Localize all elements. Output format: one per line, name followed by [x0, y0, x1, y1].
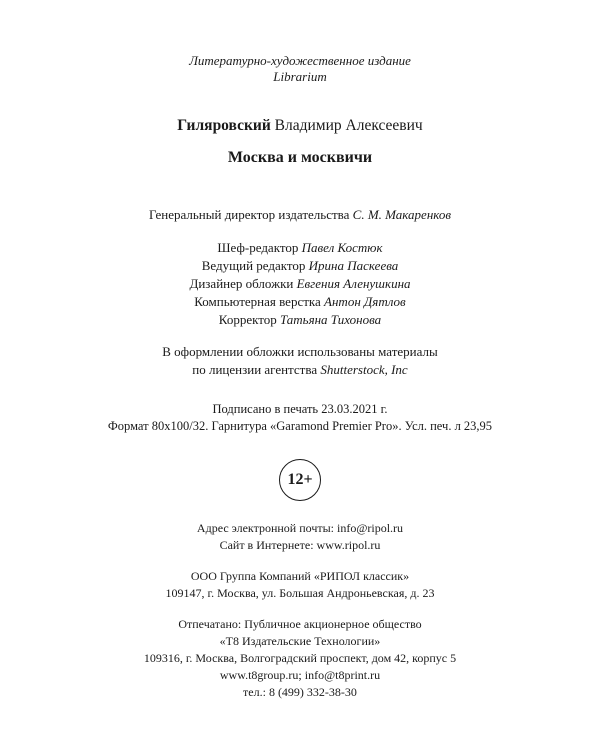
printer-line-1: Отпечатано: Публичное акционерное общество: [178, 617, 422, 631]
credit-name: С. М. Макаренков: [352, 207, 452, 222]
cover-materials-agency: Shutterstock, Inc: [320, 362, 408, 377]
edition-type: Литературно-художественное издание: [189, 53, 411, 68]
credit-role: Корректор: [218, 312, 277, 327]
printer-address: 109316, г. Москва, Волгоградский проспект, дом 42, корпус 5: [143, 651, 457, 665]
cover-materials-line-2: [0, 362, 600, 378]
credit-role: Ведущий редактор: [201, 258, 306, 273]
credit-lead-editor: [0, 258, 600, 274]
edition-series: Librarium: [273, 69, 327, 84]
cover-materials-prefix: по лицензии агентства: [192, 362, 318, 377]
credit-name: Павел Костюк: [301, 240, 383, 255]
age-rating-badge: 12+: [279, 459, 321, 501]
credit-cover-designer: [0, 276, 600, 292]
credit-chief-editor: [0, 240, 600, 256]
credit-director: [0, 207, 600, 223]
credit-role: Шеф-редактор: [217, 240, 299, 255]
credit-name: Антон Дятлов: [324, 294, 406, 309]
author-given-name: Владимир Алексеевич: [274, 117, 423, 134]
publisher-name: ООО Группа Компаний «РИПОЛ классик»: [190, 569, 410, 583]
printer-line-2: «Т8 Издательские Технологии»: [219, 634, 381, 648]
contact-email: Адрес электронной почты: info@ripol.ru: [196, 521, 404, 535]
credit-role: Дизайнер обложки: [189, 276, 294, 291]
printer-phone: тел.: 8 (499) 332-38-30: [243, 685, 357, 699]
print-format: Формат 80x100/32. Гарнитура «Garamond Premier Pro». Усл. печ. л 23,95: [107, 419, 493, 433]
publisher-address: 109147, г. Москва, ул. Большая Андроньевская, д. 23: [165, 586, 435, 600]
credit-name: Татьяна Тихонова: [280, 312, 382, 327]
credit-proofreader: [0, 312, 600, 328]
cover-materials-line-1: В оформлении обложки использованы материалы: [162, 344, 438, 359]
credit-name: Евгения Аленушкина: [296, 276, 411, 291]
credit-role: Компьютерная верстка: [194, 294, 321, 309]
print-signed: Подписано в печать 23.03.2021 г.: [212, 402, 388, 416]
credit-role: Генеральный директор издательства: [148, 207, 350, 222]
credit-name: Ирина Паскеева: [308, 258, 399, 273]
contact-site: Сайт в Интернете: www.ripol.ru: [219, 538, 381, 552]
book-title: Москва и москвичи: [227, 149, 373, 166]
author-line: [0, 117, 600, 135]
printer-web: www.t8group.ru; info@t8print.ru: [219, 668, 381, 682]
author-surname: Гиляровский: [177, 117, 271, 134]
credit-layout: [0, 294, 600, 310]
